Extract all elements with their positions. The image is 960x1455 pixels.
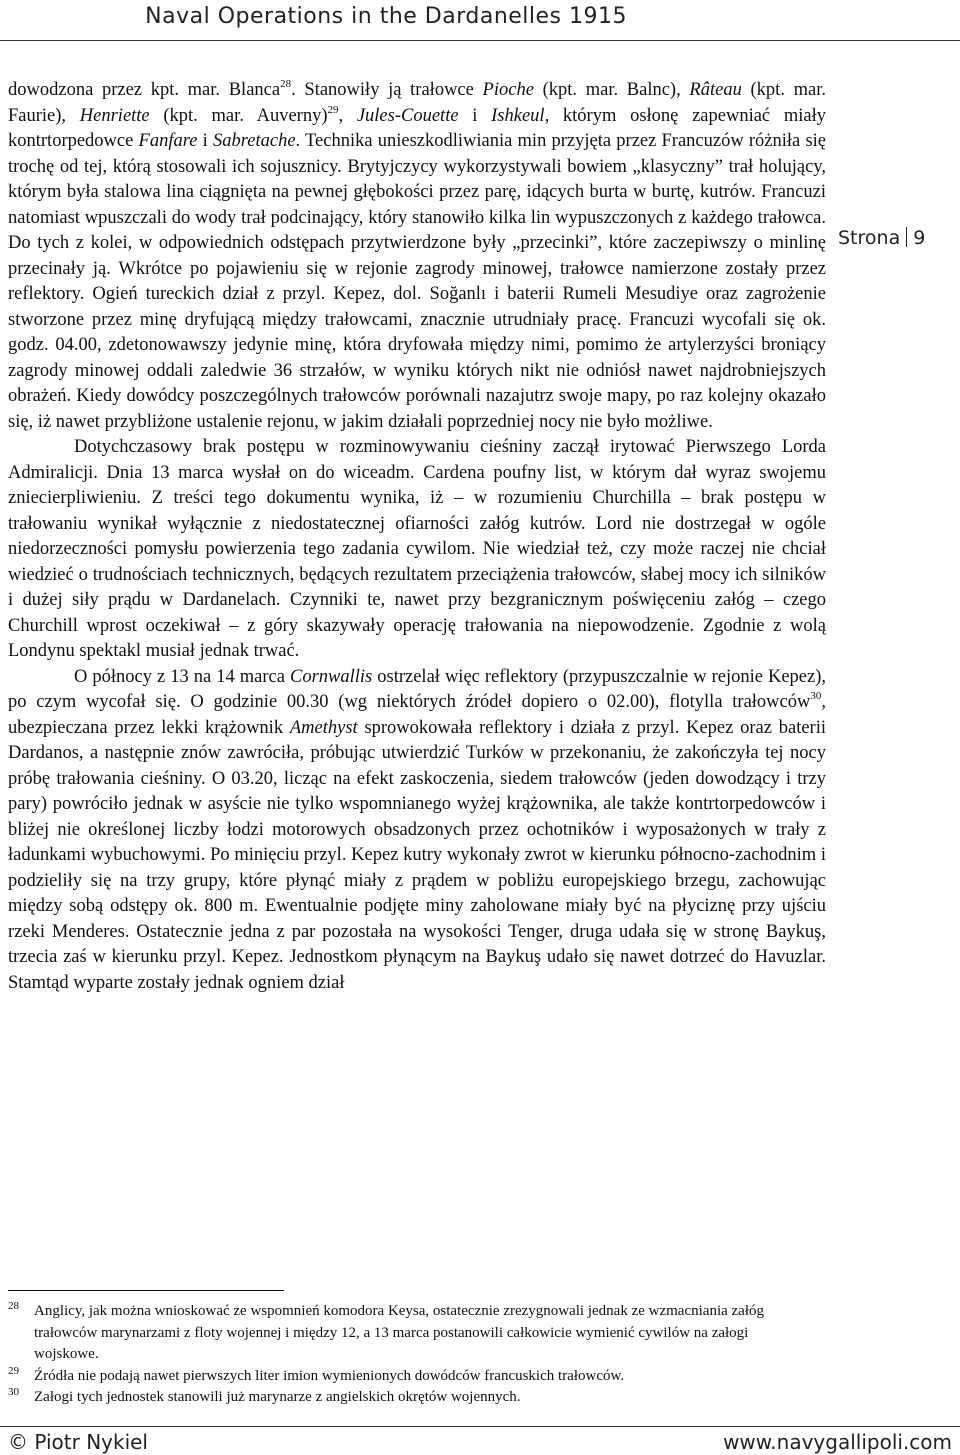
text-run: i bbox=[197, 131, 213, 151]
ship-name: Jules-Couette bbox=[356, 105, 459, 126]
footnote-text: Załogi tych jednostek stanowili już marynarze z angielskich okrętów wojennych. bbox=[34, 1389, 521, 1405]
page-label-text: Strona bbox=[838, 227, 901, 249]
ship-name: Pioche bbox=[482, 80, 534, 100]
page-header bbox=[0, 0, 960, 52]
footer-website-link[interactable]: www.navygallipoli.com bbox=[723, 1430, 952, 1454]
text-run: sprowokowała reflektory i działa z przyl. Kepez oraz baterii Dardanos, a następnie znów zawróciła, próbując utwierdzić Turków w przekonaniu, że zakończyła tej nocy próbę trałowania cieśniny. O 03.20, licząc na efekt zaskoczenia, siedem trałowców (jeden dowodzący i trzy pary) powróciło jednak w asyście nie tylko wspomnianego wyżej krążownika, ale także kontrtorpedowców i bliżej nie określonej liczby łodzi motorowych obsadzonych przez ochotników i wyposażonych w trały z ładunkami wybuchowymi. Po minięciu przyl. Kepez kutry wykonały zwrot w kierunku północno-zachodnim i podzieliły się na trzy grupy, które płynąć miały z prądem w pobliżu europejskiego brzegu, zachowując między sobą odstępy ok. 800 m. Ewentualnie podjęte miny zaholowane miały być na płyciznę przy ujściu rzeki Menderes. Ostatecznie jedna z par pozostała na wysokości Tenger, druga udała się w stronę Baykuş, trzecia zaś w kierunku przyl. Kepez. Jednostkom płynącym na Baykuş udało się nawet dotrzeć do Havuzlar. Stamtąd wyparte zostały jednak ogniem dział bbox=[8, 717, 826, 993]
footnote-29 bbox=[8, 1366, 808, 1388]
footnote-number: 30 bbox=[8, 1386, 19, 1398]
text-run: , którym osłonę zapewniać miały kontrtorpedowce bbox=[8, 105, 826, 151]
text-run: O północy z 13 na 14 marca bbox=[74, 666, 290, 687]
page-footer bbox=[0, 1422, 960, 1455]
footer-rule bbox=[0, 1426, 960, 1427]
body-text bbox=[8, 78, 826, 996]
text-run: (kpt. mar. Faurie), bbox=[8, 80, 826, 126]
paragraph-3 bbox=[8, 665, 826, 997]
footnote-text: Anglicy, jak można wnioskować ze wspomnień komodora Keysa, ostatecznie zrezygnowali jednak ze wzmacniania załóg trałowców marynarzami z floty wojennej i między 12, a 13 marca postanowili całkowicie wymienić cywilów na załogi wojskowe. bbox=[34, 1303, 765, 1362]
page-label-separator bbox=[906, 227, 907, 247]
text-run: (kpt. mar. Balnc), bbox=[533, 80, 690, 100]
text-run: i bbox=[458, 105, 492, 126]
footnote-28 bbox=[8, 1301, 808, 1366]
footnote-separator bbox=[8, 1290, 284, 1291]
ship-name: Sabretache bbox=[213, 131, 296, 151]
text-run: Dotychczasowy brak postępu w rozminowywaniu cieśniny zaczął irytować Pierwszego Lorda Admiralicji. Dnia 13 marca wysłał on do wiceadm. Cardena poufny list, w którym dał wyraz swojemu zniecierpliwieniu. Z treści tego dokumentu wynika, iż – w rozumieniu Churchilla – brak postępu w trałowaniu wynikał wyłącznie z niedostatecznej ofiarności załóg kutrów. Lord nie dostrzegał w ogóle niedorzeczności pomysłu powierzenia tego zadania cywilom. Nie wiedział też, czy może raczej nie chciał wiedzieć o trudnościach technicznych, będących rezultatem przeciążenia trałowców, słabej mocy ich silników i dużej siły prądu w Dardanelach. Czynniki te, nawet przy bezgranicznym poświęceniu załóg – czego Churchill wprost oczekiwał – z góry skazywały operację trałowania na niepowodzenie. Zgodnie z wolą Londynu spektakl musiał jednak trwać. bbox=[8, 437, 826, 661]
ship-name: Ishkeul bbox=[491, 105, 545, 126]
page-number: 9 bbox=[913, 227, 926, 249]
ship-name: Cornwallis bbox=[289, 666, 373, 687]
page-number-label bbox=[838, 227, 925, 249]
text-run: (kpt. mar. Auverny) bbox=[149, 105, 328, 126]
paragraph-2 bbox=[8, 435, 826, 665]
footnotes bbox=[8, 1301, 808, 1409]
header-rule bbox=[0, 40, 960, 41]
text-run: . Stanowiły ją trałowce bbox=[291, 80, 483, 100]
text-run: dowodzona przez kpt. mar. Blanca bbox=[8, 80, 281, 100]
paragraph-1 bbox=[8, 78, 826, 435]
header-title: Naval Operations in the Dardanelles 1915 bbox=[145, 4, 627, 29]
text-run: ostrzelał więc reflektory (przypuszczalnie w rejonie Kepez), po czym wycofał się. O godzinie 00.30 (wg niektórych źródeł dopiero o 02.00), flotylla trałowców bbox=[8, 666, 826, 712]
footnote-ref-28[interactable]: 28 bbox=[280, 78, 292, 90]
footnote-ref-30[interactable]: 30 bbox=[810, 690, 822, 702]
footnote-text: Źródła nie podają nawet pierwszych liter imion wymienionych dowódców francuskich trałowców. bbox=[34, 1367, 625, 1384]
text-run: , bbox=[338, 105, 357, 126]
footer-author: © Piotr Nykiel bbox=[8, 1430, 148, 1454]
footnote-ref-29[interactable]: 29 bbox=[327, 103, 339, 116]
footnote-30 bbox=[8, 1387, 808, 1409]
ship-name: Henriette bbox=[79, 105, 150, 126]
ship-name: Amethyst bbox=[289, 717, 358, 738]
footnote-number: 29 bbox=[8, 1364, 19, 1377]
footnote-number: 28 bbox=[8, 1300, 19, 1312]
text-run: , ubezpieczana przez lekki krążownik bbox=[8, 692, 826, 738]
text-run: . Technika unieszkodliwiania min przyjęta przez Francuzów różniła się trochę od tej, którą stosowali ich sojusznicy. Brytyjczycy wykorzystywali bowiem „klasyczny” trał holujący, którym była stalowa lina ciągnięta na pewnej głębokości przez parę, idących burta w burtę, kutrów. Francuzi natomiast wpuszczali do wody trał podcinający, który stanowiło kilka lin wypuszczonych z każdego trałowca. Do tych z kolei, w odpowiednich odstępach przytwierdzone były „przecinki”, które zaczepiwszy o minlinę przecinały ją. Wkrótce po pojawieniu się w rejonie zagrody minowej, trałowce namierzone zostały przez reflektory. Ogień tureckich dział z przyl. Kepez, dol. Soğanlı i baterii Rumeli Mesudiye oraz zagrożenie stworzone przez minę dryfującą między trałowcami, znacznie utrudniały pracę. Francuzi wycofali się ok. godz. 04.00, zdetonowawszy jedynie minę, która dryfowała między nimi, pomimo że artylerzyści broniący zagrody minowej oddali zaledwie 36 strzałów, w wyniku których nikt nie odniósł nawet najdrobniejszych obrażeń. Kiedy dowódcy poszczególnych trałowców porównali nazajutrz swoje mapy, po raz kolejny okazało się, iż nawet przybliżone ustalenie rejonu, w jakim działali poprzedniej nocy nie było możliwe. bbox=[8, 131, 827, 432]
ship-name: Fanfare bbox=[138, 131, 198, 151]
ship-name: Râteau bbox=[689, 80, 742, 100]
